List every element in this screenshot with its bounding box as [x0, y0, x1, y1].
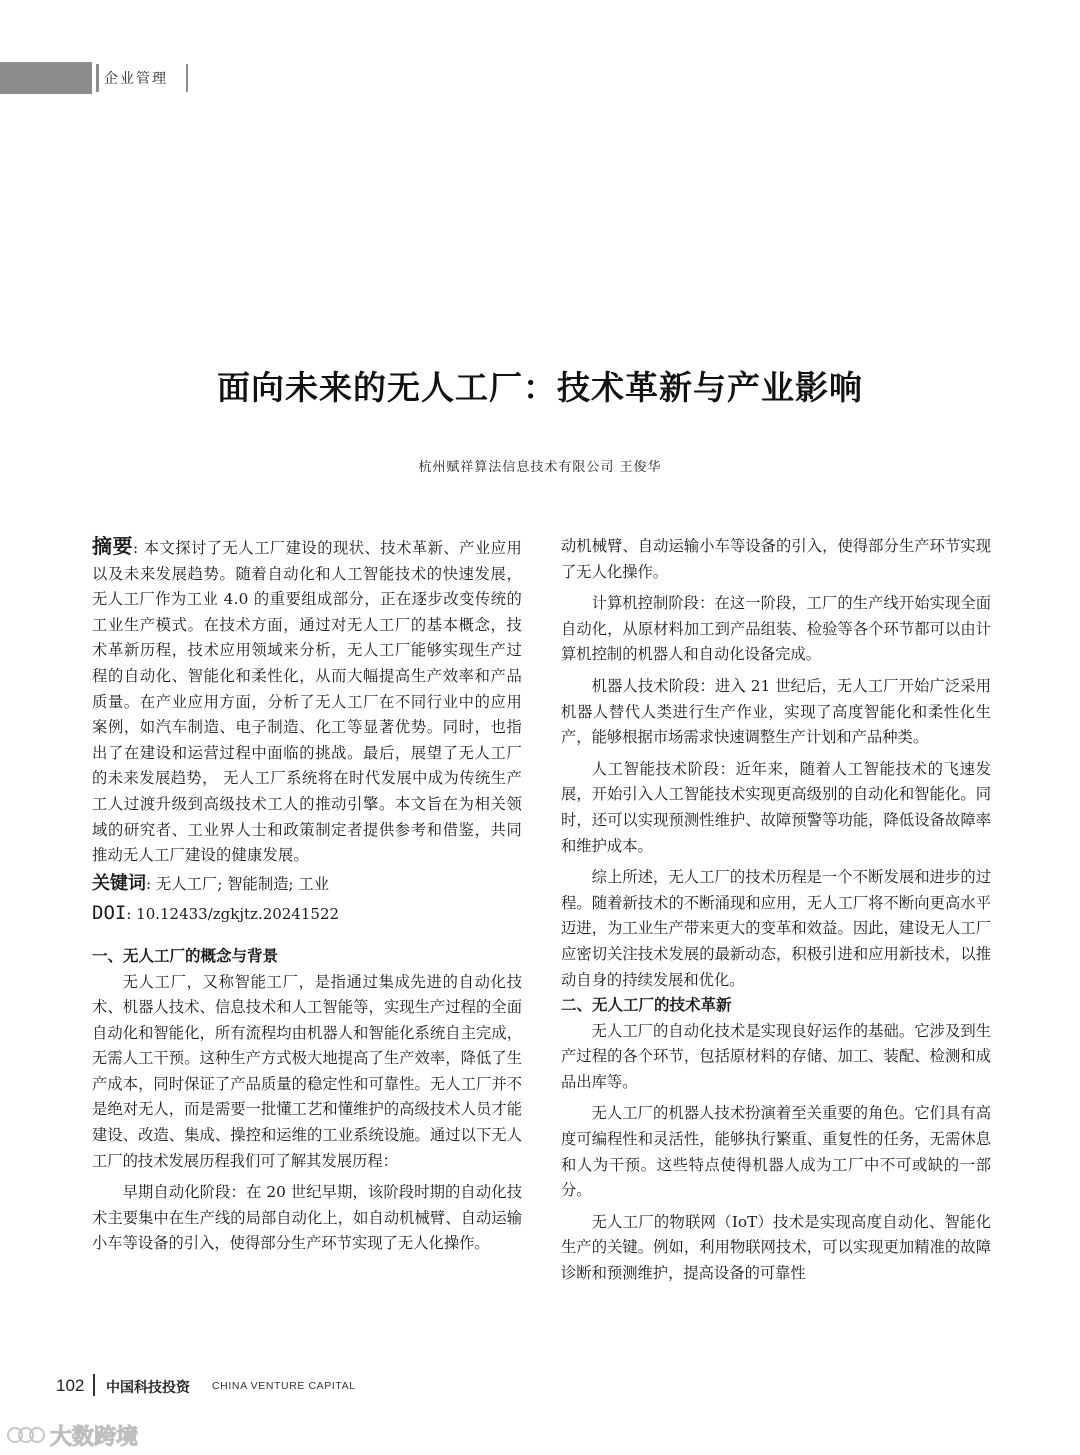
paragraph: 人工智能技术阶段：近年来，随着人工智能技术的飞速发展，开始引入人工智能技术实现更高级别的自动化和智能化。同时，还可以实现预测性维护、故障预警等功能，降低设备故障率和维护成本。 — [561, 759, 991, 855]
paragraph: 机器人技术阶段：进入 21 世纪后，无人工厂开始广泛采用机器人替代人类进行生产作业，实现了高度智能化和柔性化生产，能够根据市场需求快速调整生产计划和产品种类。 — [561, 676, 991, 747]
journal-name-cn: 中国科技投资 — [106, 1380, 190, 1396]
doi — [92, 901, 522, 928]
paragraph: 无人工厂的机器人技术扮演着至关重要的角色。它们具有高度可编程性和灵活性，能够执行繁重、重复性的任务，无需休息和人为干预。这些特点使得机器人成为工厂中不可或缺的一部分。 — [561, 1104, 991, 1200]
footer-divider — [93, 1374, 95, 1396]
page-number: 102 — [56, 1376, 85, 1395]
doi-label: DOI — [92, 902, 127, 925]
article-title: 面向未来的无人工厂：技术革新与产业影响 — [217, 368, 863, 407]
watermark — [6, 1418, 138, 1452]
abstract-text: : 本文探讨了无人工厂建设的现状、技术革新、产业应用以及未来发展趋势。随着自动化和人工智能技术的快速发展，无人工厂作为工业 4.0 的重要组成部分，正在逐步改变传统的工业生产模式。在技术方面，通过对无人工厂的基本概念，技术革新历程，技术应用领域来分析，无人工厂能够实现生产过程的自动化、智能化和柔性化，从而大幅提高生产效率和产品质量。在产业应用方面，分析了无人工厂在不同行业中的应用案例，如汽车制造、电子制造、化工等显著优势。同时，也指出了在建设和运营过程中面临的挑战。最后，展望了无人工厂的未来发展趋势， 无人工厂系统将在时代发展中成为传统生产工人过渡升级到高级技术工人的推动引擎。本文旨在为相关领域的研究者、工业界人士和政策制定者提供参考和借鉴，共同推动无人工厂建设的健康发展。 — [92, 539, 523, 865]
watermark-logo-icon — [6, 1420, 46, 1450]
keywords — [92, 871, 522, 898]
paragraph: 无人工厂的物联网（IoT）技术是实现高度自动化、智能化生产的关键。例如，利用物联网技术，可以实现更加精准的故障诊断和预测维护，提高设备的可靠性 — [561, 1212, 991, 1283]
article-byline: 杭州赋祥算法信息技术有限公司 王俊华 — [418, 460, 662, 475]
left-column — [92, 534, 523, 1253]
header-divider — [96, 64, 99, 92]
keywords-label: 关键词 — [92, 872, 146, 894]
section-heading-2: 二、无人工厂的技术革新 — [561, 996, 732, 1015]
header-divider-right — [186, 64, 188, 92]
doi-text: : 10.12433/zgkjtz.20241522 — [126, 905, 340, 924]
abstract-label: 摘要 — [92, 534, 133, 558]
section-heading-1: 一、无人工厂的概念与背景 — [92, 946, 279, 965]
paragraph-continued: 动机械臂、自动运输小车等设备的引入，使得部分生产环节实现了无人化操作。 — [561, 537, 991, 581]
keywords-text: : 无人工厂; 智能制造; 工业 — [146, 874, 330, 893]
paragraph: 计算机控制阶段：在这一阶段，工厂的生产线开始实现全面自动化，从原材料加工到产品组装、检验等各个环节都可以由计算机控制的机器人和自动化设备完成。 — [561, 594, 991, 664]
right-column — [561, 534, 991, 1287]
section-tag: 企业管理 — [104, 71, 168, 87]
paragraph: 综上所述，无人工厂的技术历程是一个不断发展和进步的过程。随着新技术的不断涌现和应用，无人工厂将不断向更高水平迈进，为工业生产带来更大的变革和效益。因此，建设无人工厂应密切关注技术发展的最新动态，积极引进和应用新技术，以推动自身的持续发展和优化。 — [561, 868, 991, 989]
watermark-text: 大数跨境 — [50, 1424, 139, 1450]
journal-name-en: CHINA VENTURE CAPITAL — [212, 1380, 356, 1392]
paragraph: 早期自动化阶段：在 20 世纪早期，该阶段时期的自动化技术主要集中在生产线的局部自动化上，如自动机械臂、自动运输小车等设备的引入，使得部分生产环节实现了无人化操作。 — [92, 1183, 522, 1253]
abstract — [92, 534, 522, 869]
paragraph: 无人工厂的自动化技术是实现良好运作的基础。它涉及到生产过程的各个环节，包括原材料的存储、加工、装配、检测和成品出库等。 — [561, 1021, 991, 1091]
header-gray-bar — [0, 62, 92, 94]
paragraph: 无人工厂，又称智能工厂，是指通过集成先进的自动化技术、机器人技术、信息技术和人工智能等，实现生产过程的全面自动化和智能化，所有流程均由机器人和智能化系统自主完成，无需人工干预。这种生产方式极大地提高了生产效率，降低了生产成本，同时保证了产品质量的稳定性和可靠性。无人工厂并不是绝对无人，而是需要一批懂工艺和懂维护的高级技术人员才能建设、改造、集成、操控和运维的工业系统设施。通过以下无人工厂的技术发展历程我们可了解其发展历程： — [92, 972, 522, 1170]
